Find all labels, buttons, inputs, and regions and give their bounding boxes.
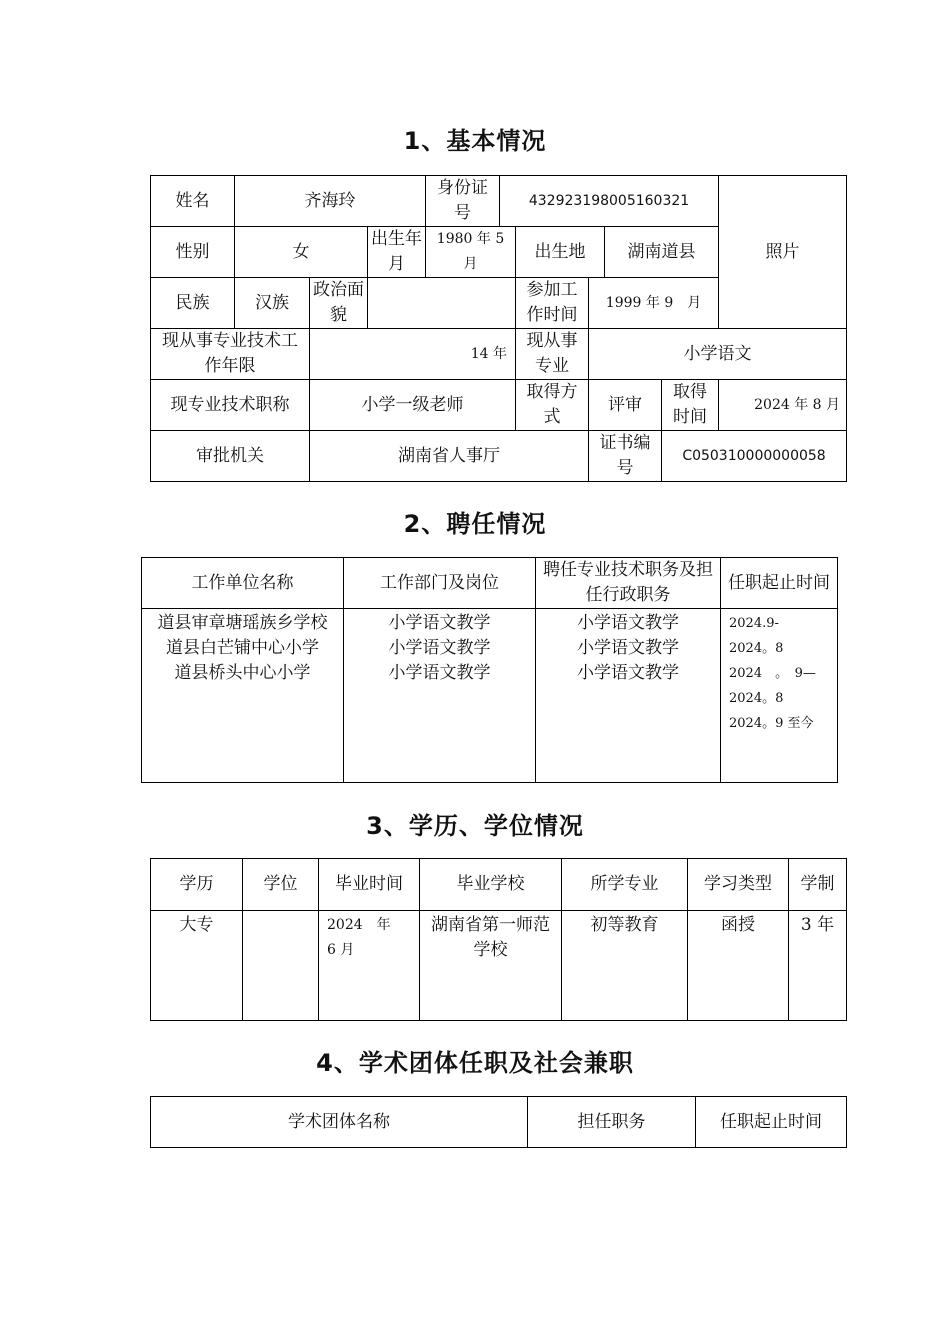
work-start-label: 参加工作时间 [516,278,589,329]
education-header-type: 学习类型 [688,859,789,911]
employment-duty: 小学语文教学 [577,663,679,683]
education-study-type: 函授 [688,911,789,1021]
photo-placeholder: 照片 [719,176,847,329]
employment-post: 小学语文教学 [388,613,491,633]
id-number: 432923198005160321 [500,176,719,227]
method-label: 取得方式 [516,380,589,431]
employment-duty: 小学语文教学 [577,638,679,658]
section4-title: 4、学术团体任职及社会兼职 [316,1049,634,1077]
name-value: 齐海玲 [235,176,426,227]
employment-unit: 道县桥头中心小学 [174,663,311,683]
title-value: 小学一级老师 [310,380,516,431]
political-value [368,278,516,329]
major-value: 小学语文 [589,329,847,380]
education-school: 湖南省第一师范学校 [420,911,562,1021]
education-grad-time: 2024 年 6 月 [319,911,420,1021]
employment-unit: 道县白芒铺中心小学 [166,638,319,658]
education-header-grad-time: 毕业时间 [319,859,420,911]
academic-header-org: 学术团体名称 [151,1097,528,1148]
id-label: 身份证号 [426,176,500,227]
education-header-level: 学历 [151,859,243,911]
section2-title: 2、聘任情况 [403,510,547,538]
employment-table [141,557,838,783]
employment-unit: 道县审章塘瑶族乡学校 [157,613,328,633]
method-value: 评审 [589,380,662,431]
authority-value: 湖南省人事厅 [310,431,589,482]
ethnicity-value: 汉族 [235,278,310,329]
employment-period: 2024 。 9— [729,666,816,681]
education-major: 初等教育 [562,911,688,1021]
employment-units-cell [142,609,344,783]
political-label: 政治面貌 [310,278,368,329]
birth-value: 1980 年 5 月 [426,227,516,278]
employment-header-duty: 聘任专业技术职务及担任行政职务 [536,558,721,609]
employment-post: 小学语文教学 [388,638,491,658]
employment-post: 小学语文教学 [388,663,491,683]
employment-header-unit: 工作单位名称 [142,558,344,609]
title-label: 现专业技术职称 [151,380,310,431]
gender-label: 性别 [151,227,235,278]
section3-title: 3、学历、学位情况 [366,812,584,840]
education-length: 3 年 [789,911,847,1021]
employment-header-period: 任职起止时间 [721,558,838,609]
authority-label: 审批机关 [151,431,310,482]
education-header-length: 学制 [789,859,847,911]
major-label: 现从事专业 [516,329,589,380]
employment-period: 2024。8 [729,641,784,656]
ethnicity-label: 民族 [151,278,235,329]
obtain-time-value: 2024 年 8 月 [719,380,847,431]
years-value: 14 年 [310,329,516,380]
employment-duties-cell [536,609,721,783]
academic-header-period: 任职起止时间 [696,1097,847,1148]
employment-period: 2024。8 [729,691,784,706]
education-header-degree: 学位 [243,859,319,911]
name-label: 姓名 [151,176,235,227]
section1-title: 1、基本情况 [403,127,547,155]
cert-number: C050310000000058 [662,431,847,482]
education-degree [243,911,319,1021]
academic-header-role: 担任职务 [528,1097,696,1148]
employment-header-post: 工作部门及岗位 [344,558,536,609]
birth-label: 出生年月 [368,227,426,278]
employment-duty: 小学语文教学 [577,613,679,633]
cert-label: 证书编号 [589,431,662,482]
education-level: 大专 [151,911,243,1021]
birthplace-label: 出生地 [516,227,605,278]
years-label: 现从事专业技术工作年限 [151,329,310,380]
employment-period: 2024。9 至今 [729,716,814,731]
birthplace-value: 湖南道县 [605,227,719,278]
gender-value: 女 [235,227,368,278]
employment-period: 2024.9- [729,616,779,631]
work-start-value: 1999 年 9 月 [589,278,719,329]
basic-info-table [150,175,847,482]
employment-posts-cell [344,609,536,783]
education-header-major: 所学专业 [562,859,688,911]
employment-periods-cell [721,609,838,783]
obtain-time-label: 取得时间 [662,380,719,431]
education-header-school: 毕业学校 [420,859,562,911]
academic-roles-table [150,1096,847,1148]
education-table [150,858,847,1021]
